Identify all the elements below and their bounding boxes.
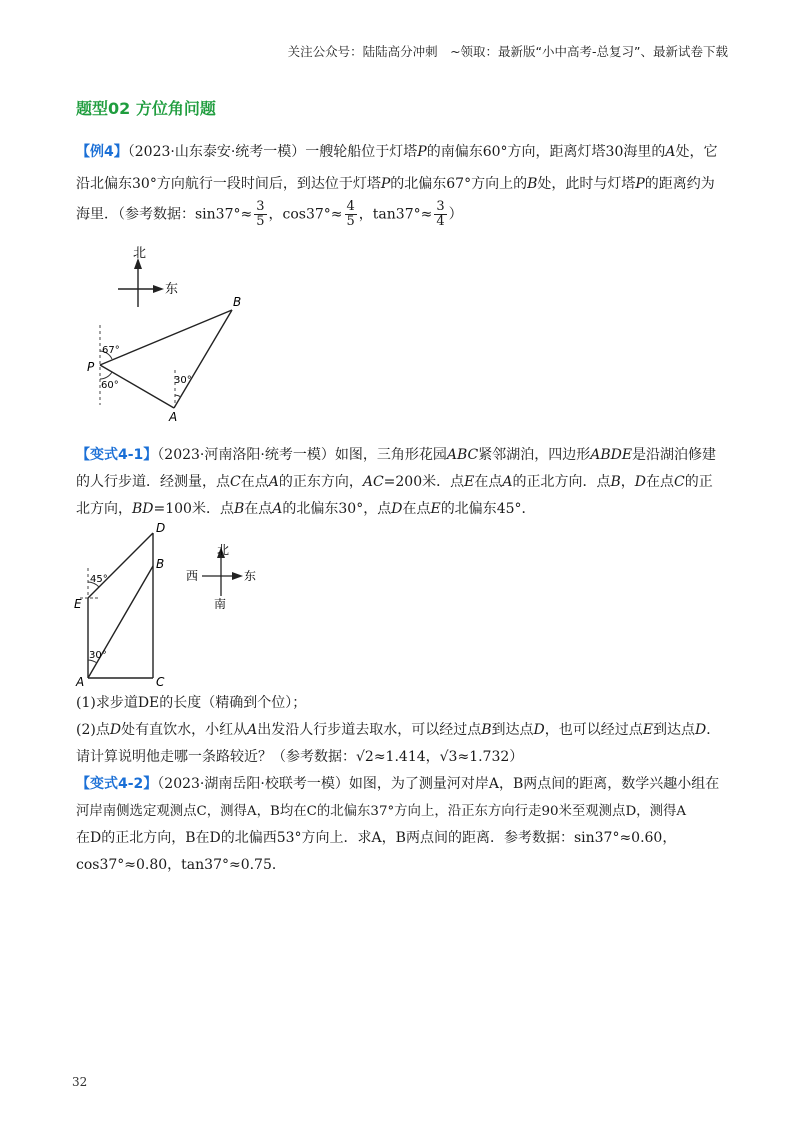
- var-b: B: [610, 474, 621, 490]
- point-d-label: D: [156, 521, 166, 535]
- angle-30-label: 30°: [89, 650, 107, 661]
- example-4: [76, 139, 726, 229]
- text: 处，此时与灯塔: [537, 176, 636, 192]
- segment-ab: [174, 310, 232, 408]
- east-arrow-icon: [232, 572, 243, 580]
- text: 方向上的: [471, 176, 528, 192]
- var-p: P: [380, 176, 391, 192]
- south-label: 南: [214, 597, 227, 611]
- var-b: B: [481, 722, 492, 738]
- text: ．: [521, 501, 536, 517]
- text: 的人行步道．经测量，点: [76, 474, 230, 490]
- var-c: C: [674, 474, 685, 490]
- point-c-label: C: [156, 675, 165, 689]
- question-1: (1)求步道DE的长度（精确到个位）；: [76, 695, 307, 711]
- text: 如图，为了测量河对岸A，B两点间的距离，数学兴趣小组在: [348, 776, 720, 792]
- example-4-source: （2023·山东泰安·统考一模）: [127, 144, 306, 160]
- page-number: 32: [72, 1075, 88, 1089]
- var-a: A: [268, 474, 279, 490]
- text: ）: [448, 206, 463, 223]
- text: 处有直饮水，小红从: [121, 722, 248, 738]
- variant-4-1-line-2: [76, 469, 726, 496]
- var-e: E: [464, 474, 475, 490]
- example-4-tag: 【例4】: [76, 144, 128, 160]
- text: 在点: [244, 501, 273, 517]
- var-a: A: [665, 144, 676, 160]
- sin-ref: sin37°≈: [195, 206, 253, 223]
- segment-pb: [100, 310, 232, 365]
- var-p: P: [417, 144, 427, 160]
- north-label: 北: [133, 246, 147, 261]
- text: 的正东方向，: [278, 474, 363, 490]
- example-4-line-1: [76, 139, 726, 166]
- var-b: B: [527, 176, 538, 192]
- point-p-label: P: [87, 360, 95, 374]
- cos-ref: ，cos37°≈: [268, 206, 343, 223]
- text: =100米．点: [153, 501, 234, 517]
- angle-67-label: 67°: [102, 345, 120, 356]
- text: ．: [706, 722, 721, 738]
- text: 在点: [240, 474, 269, 490]
- text: 出发沿人行步道去取水，可以经过点: [257, 722, 482, 738]
- text: 的北偏东: [440, 501, 497, 517]
- east-label: 东: [244, 569, 257, 583]
- point-b-label: B: [156, 557, 165, 571]
- denominator: 5: [346, 214, 355, 229]
- variant-4-1-line-3: [76, 496, 726, 523]
- question-2: [76, 717, 726, 744]
- var-bd: BD: [132, 501, 154, 517]
- angle-67: 67°: [446, 176, 472, 192]
- var-e: E: [642, 722, 653, 738]
- denominator: 4: [436, 214, 445, 229]
- numerator: 4: [346, 199, 355, 214]
- text: 海里．（参考数据：: [76, 206, 195, 223]
- text: 的距离约为: [644, 176, 715, 192]
- angle-30: 30°: [338, 501, 364, 517]
- text: (2)点: [76, 722, 110, 738]
- variant-4-2-line-3: 在D的正北方向，B在D的北偏西53°方向上．求A，B两点间的距离．参考数据：sin37°≈0.60，: [76, 830, 677, 846]
- var-abde: ABDE: [590, 447, 633, 463]
- text: 是沿湖泊修建: [632, 447, 717, 463]
- fraction-4-5: [345, 200, 357, 229]
- example-4-line-2: [76, 171, 726, 198]
- text: ，点: [363, 501, 392, 517]
- text: =200米．点: [383, 474, 465, 490]
- text: 沿北偏东: [76, 176, 132, 192]
- text: 处，它: [675, 144, 718, 160]
- variant-4-1-source: （2023·河南洛阳·统考一模）: [157, 447, 335, 463]
- variant-4-2-source: （2023·湖南岳阳·校联考一模）: [157, 776, 349, 792]
- numerator: 3: [256, 199, 265, 214]
- text: 到达点: [652, 722, 695, 738]
- section-title: 题型02 方位角问题: [76, 99, 216, 118]
- text: 的北偏东: [282, 501, 339, 517]
- variant-4-1-line-1: [76, 442, 726, 469]
- var-p: P: [635, 176, 645, 192]
- var-ac: AC: [362, 474, 384, 490]
- denominator: 5: [256, 214, 265, 229]
- angle-60-label: 60°: [101, 380, 119, 391]
- var-c: C: [230, 474, 241, 490]
- var-abc: ABC: [446, 447, 479, 463]
- segment-ed: [88, 533, 153, 598]
- angle-30-label: 30°: [174, 375, 192, 386]
- variant-4-2-line-2: 河岸南侧选定观测点C，测得A，B均在C的北偏东37°方向上，沿正东方向行走90米至观测点D，测得A: [76, 804, 687, 819]
- var-e: E: [430, 501, 441, 517]
- text: 在点: [402, 501, 431, 517]
- point-a-label: A: [76, 675, 85, 689]
- text: 在点: [646, 474, 675, 490]
- east-arrow-icon: [153, 285, 164, 293]
- text: 的北偏东: [390, 176, 447, 192]
- variant-4-1: [76, 442, 726, 523]
- west-label: 西: [186, 569, 199, 583]
- angle-60: 60°: [482, 144, 508, 160]
- variant-4-2-tag: 【变式4-2】: [76, 776, 158, 792]
- var-d: D: [391, 501, 403, 517]
- text: 北方向，: [76, 501, 132, 517]
- var-d: D: [634, 474, 647, 490]
- text: 方向航行一段时间后，到达位于灯塔: [156, 176, 381, 192]
- var-a: A: [272, 501, 283, 517]
- tan-ref: ，tan37°≈: [358, 206, 433, 223]
- text: 在点: [474, 474, 503, 490]
- var-b: B: [233, 501, 245, 517]
- variant-4-1-questions: [76, 690, 726, 771]
- text: ，: [620, 474, 635, 490]
- text: ，也可以经过点: [544, 722, 643, 738]
- var-d: D: [694, 722, 707, 738]
- point-e-label: E: [74, 597, 82, 611]
- figure-garden-quadrilateral: [70, 520, 270, 690]
- east-label: 东: [165, 282, 179, 297]
- text: 的南偏东: [426, 144, 483, 160]
- page-header: 关注公众号：陆陆高分冲刺 ~领取：最新版“小中高考-总复习”、最新试卷下载: [287, 44, 728, 59]
- text: 如图，三角形花园: [334, 447, 447, 463]
- north-label: 北: [217, 543, 230, 557]
- variant-4-1-tag: 【变式4-1】: [76, 447, 158, 463]
- angle-45-label: 45°: [90, 574, 108, 585]
- text: 方向，距离灯塔30海里的: [507, 144, 666, 160]
- text: 紧邻湖泊，四边形: [478, 447, 591, 463]
- variant-4-2: [76, 771, 726, 879]
- var-a: A: [502, 474, 513, 490]
- example-4-line-3: [76, 200, 726, 229]
- point-a-label: A: [169, 410, 178, 424]
- fraction-3-5: [254, 200, 266, 229]
- angle-30: 30°: [132, 176, 157, 192]
- text: 的正: [684, 474, 713, 490]
- var-d: D: [109, 722, 122, 738]
- var-d: D: [533, 722, 545, 738]
- var-a: A: [247, 722, 258, 738]
- angle-arc-60: [100, 372, 112, 379]
- fraction-3-4: [434, 200, 446, 229]
- variant-4-2-line-4: cos37°≈0.80，tan37°≈0.75．: [76, 857, 286, 873]
- question-2-continued: 请计算说明他走哪一条路较近？（参考数据：√2≈1.414，√3≈1.732）: [76, 749, 524, 765]
- figure-lighthouse-triangle: [85, 245, 265, 425]
- variant-4-2-line-1: [76, 771, 726, 798]
- text: 的正北方向．点: [512, 474, 611, 490]
- point-b-label: B: [233, 295, 242, 309]
- angle-45: 45°: [496, 501, 522, 517]
- angle-arc-30: [175, 395, 181, 397]
- text: 一艘轮船位于灯塔: [305, 144, 418, 160]
- numerator: 3: [436, 199, 445, 214]
- text: 到达点: [491, 722, 534, 738]
